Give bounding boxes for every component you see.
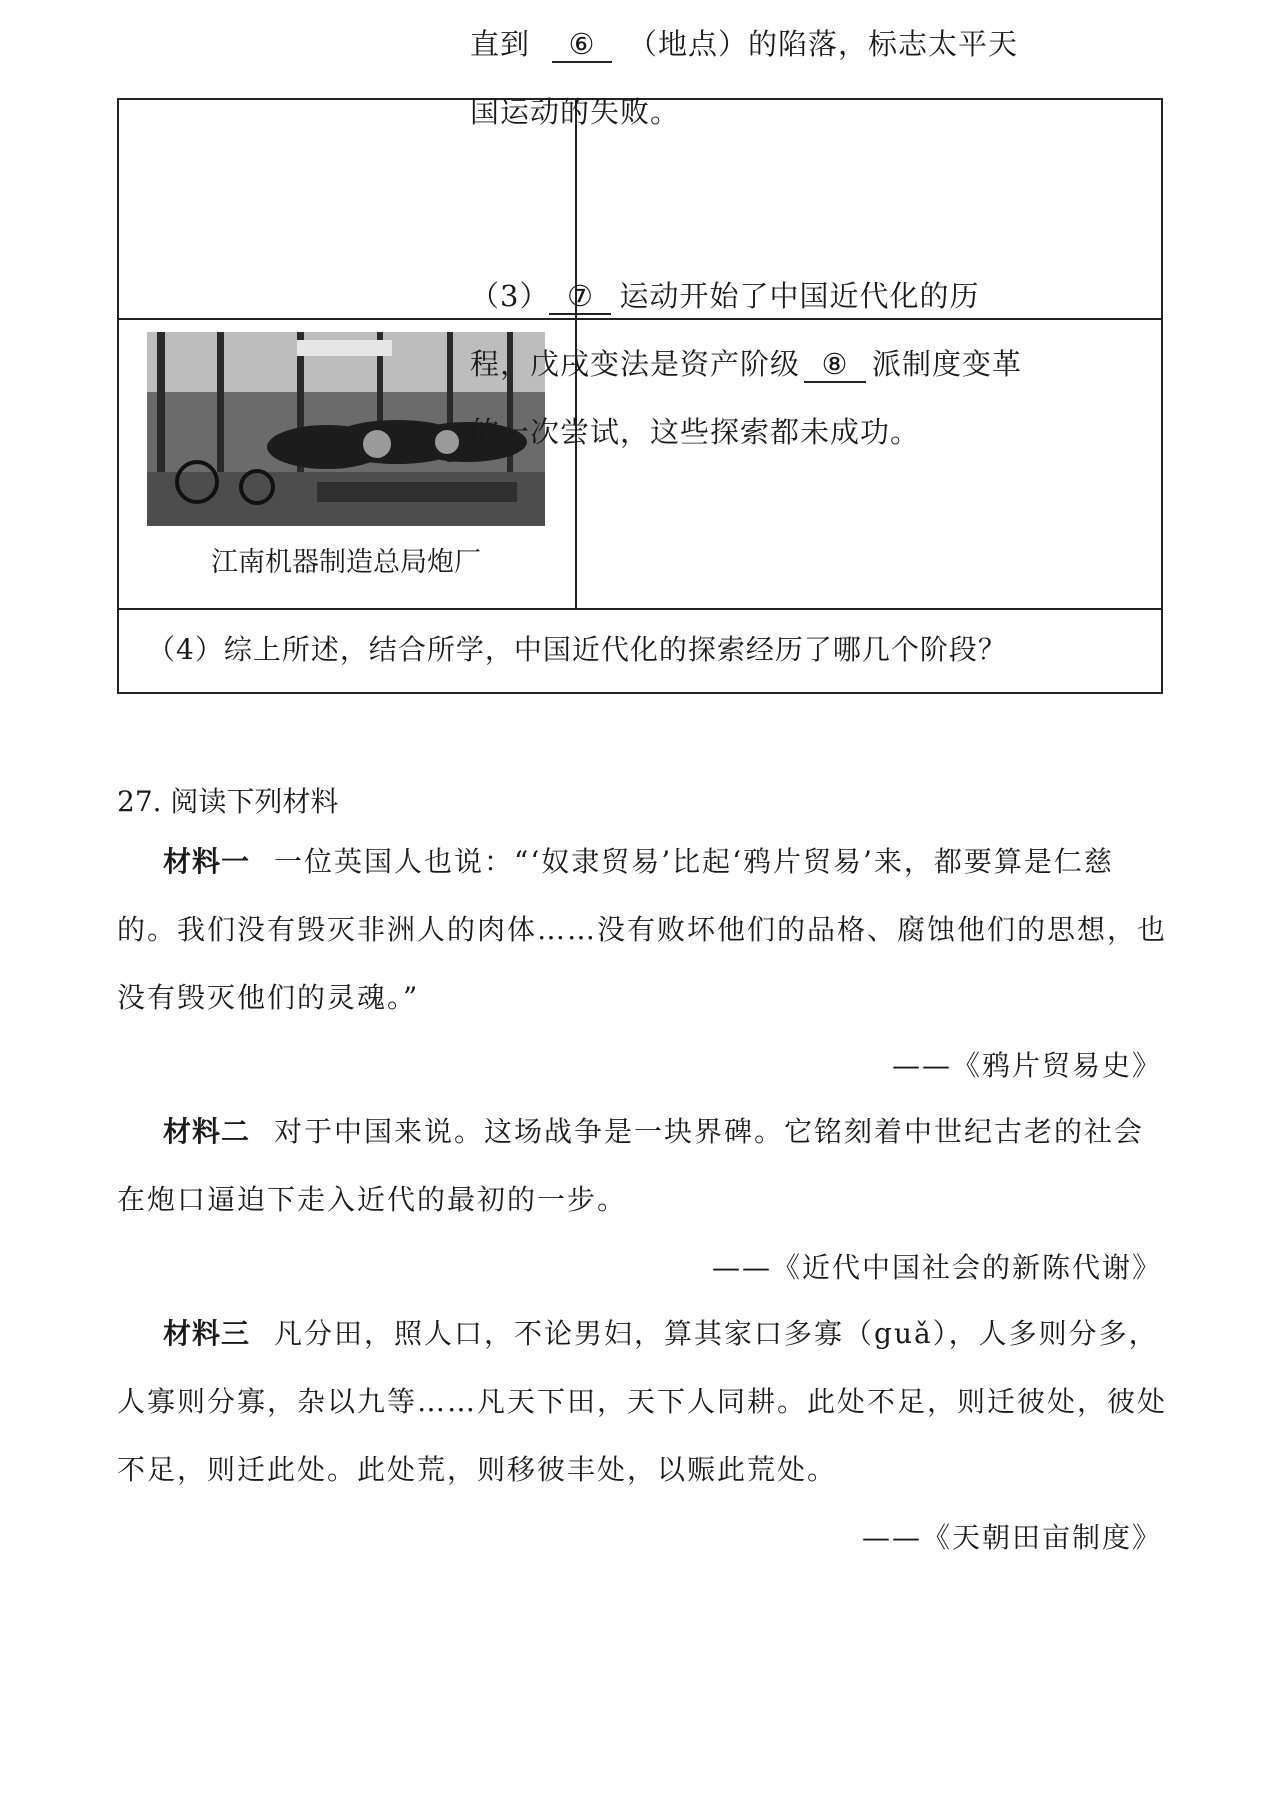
material-3-source: ——《天朝田亩制度》 <box>861 1521 1162 1554</box>
material-1-text: 一位英国人也说：“‘奴隶贸易’比起‘鸦片贸易’来，都要算是仁慈的。我们没有毁灭非洲人的肉体……没有败坏他们的品格、腐蚀他们的思想，也没有毁灭他们的灵魂。” <box>117 845 1168 1014</box>
question-27-title: 27. 阅读下列材料 <box>117 785 339 818</box>
material-2-label: 材料二 <box>163 1115 251 1148</box>
question-4: （4）综上所述，结合所学，中国近代化的探索经历了哪几个阶段？ <box>147 633 1007 666</box>
material-2 <box>117 1098 1167 1234</box>
blank-8: ⑧ <box>804 347 866 383</box>
material-3-label: 材料三 <box>163 1317 251 1350</box>
row2-p1: （3） <box>470 279 550 313</box>
table-divider-row2 <box>119 608 1161 610</box>
table-row1-text <box>470 10 1030 146</box>
material-2-text: 对于中国来说。这场战争是一块界碑。它铭刻着中世纪古老的社会在炮口逼迫下走入近代的最初的一步。 <box>117 1115 1145 1216</box>
blank-6: ⑥ <box>552 27 612 63</box>
row2-p3: 派制度变革的一次尝试，这些探索都未成功。 <box>470 347 1023 449</box>
image-caption: 江南机器制造总局炮厂 <box>211 547 481 578</box>
material-1-label: 材料一 <box>163 845 251 878</box>
table-row2-text <box>470 262 1030 466</box>
material-1 <box>117 828 1167 1032</box>
material-3-text: 凡分田，照人口，不论男妇，算其家口多寡（guǎ），人多则分多，人寡则分寡，杂以九等……凡天下田，天下人同耕。此处不足，则迁彼处，彼处不足，则迁此处。此处荒，则移彼丰处，以赈此荒处。 <box>117 1317 1168 1486</box>
material-2-source: ——《近代中国社会的新陈代谢》 <box>711 1251 1162 1284</box>
material-1-source: ——《鸦片贸易史》 <box>891 1049 1162 1082</box>
material-3 <box>117 1300 1167 1504</box>
row1-pre: 直到 <box>470 27 531 61</box>
row2-p2: 运动开始了中国近代化的历程，戊戌变法是资产阶级 <box>470 279 980 381</box>
row1-post: （地点）的陷落，标志太平天国运动的失败。 <box>470 27 1019 129</box>
blank-7: ⑦ <box>549 279 611 315</box>
